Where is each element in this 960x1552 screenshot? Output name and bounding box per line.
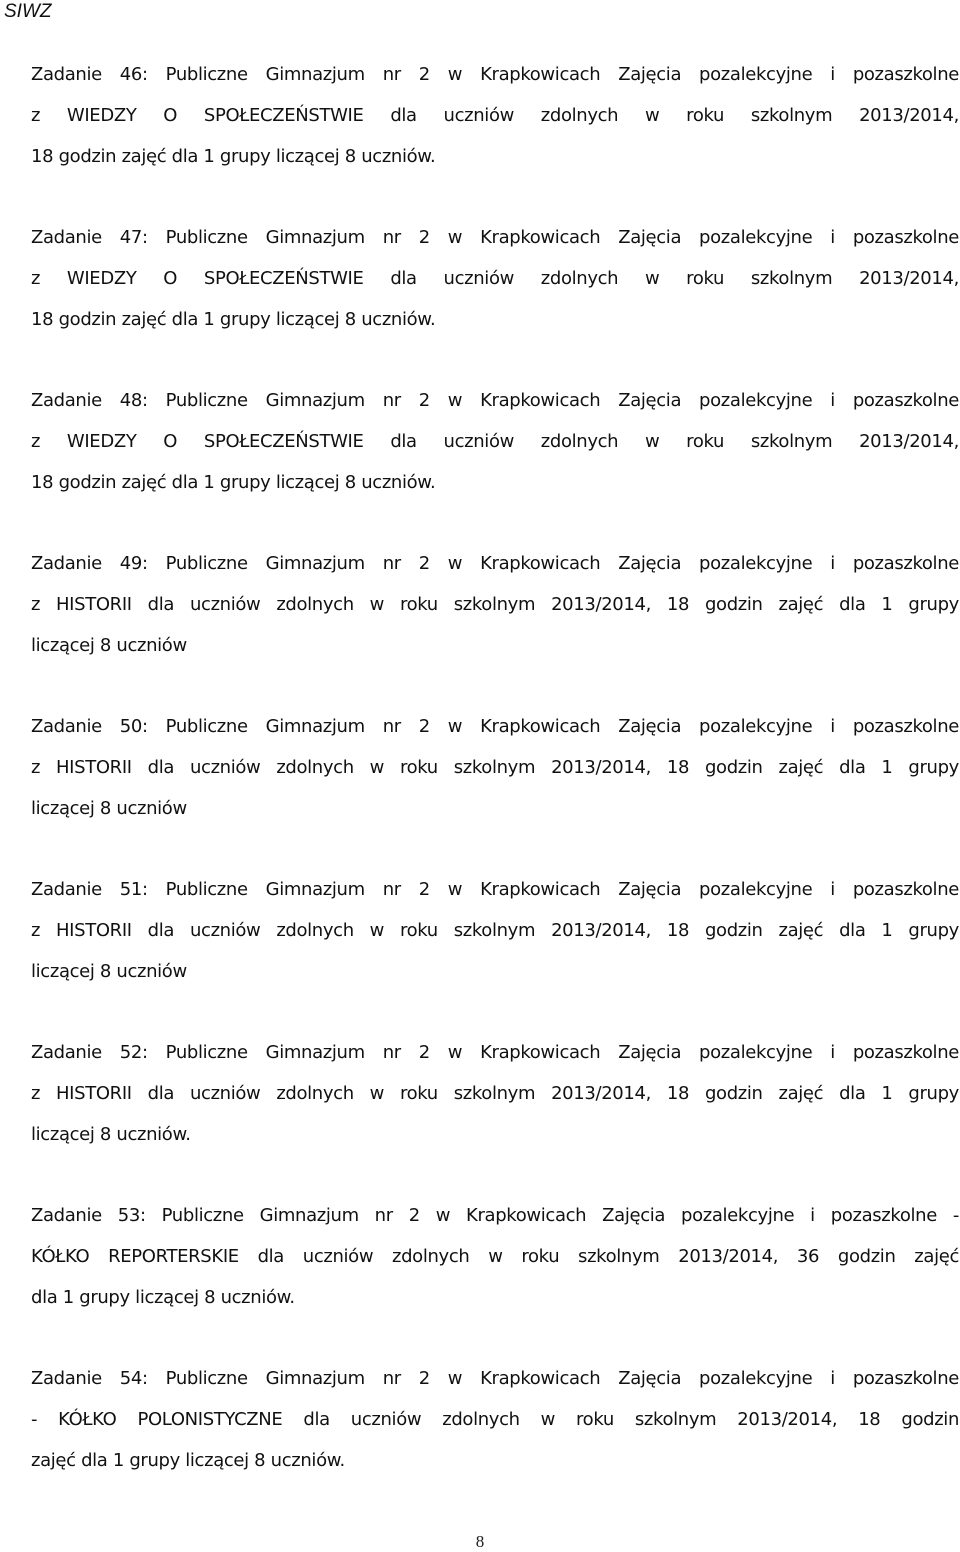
task-paragraph xyxy=(31,380,959,503)
task-line: liczącej 8 uczniów. xyxy=(31,1124,191,1145)
task-line: Zadanie 47: Publiczne Gimnazjum nr 2 w Krapkowicach Zajęcia pozalekcyjne i pozaszkolne xyxy=(31,227,959,248)
task-paragraph xyxy=(31,706,959,829)
task-line: Zadanie 49: Publiczne Gimnazjum nr 2 w Krapkowicach Zajęcia pozalekcyjne i pozaszkolne xyxy=(31,553,959,574)
task-line: z HISTORII dla uczniów zdolnych w roku szkolnym 2013/2014, 18 godzin zajęć dla 1 grupy xyxy=(31,1083,959,1104)
task-line: z WIEDZY O SPOŁECZEŃSTWIE dla uczniów zdolnych w roku szkolnym 2013/2014, xyxy=(31,105,959,126)
task-line: 18 godzin zajęć dla 1 grupy liczącej 8 uczniów. xyxy=(31,146,436,167)
task-paragraph xyxy=(31,869,959,992)
task-line: liczącej 8 uczniów xyxy=(31,798,187,819)
task-line: Zadanie 48: Publiczne Gimnazjum nr 2 w Krapkowicach Zajęcia pozalekcyjne i pozaszkolne xyxy=(31,390,959,411)
task-line: Zadanie 54: Publiczne Gimnazjum nr 2 w Krapkowicach Zajęcia pozalekcyjne i pozaszkolne xyxy=(31,1368,959,1389)
task-paragraph xyxy=(31,1032,959,1155)
task-line: Zadanie 52: Publiczne Gimnazjum nr 2 w Krapkowicach Zajęcia pozalekcyjne i pozaszkolne xyxy=(31,1042,959,1063)
task-line: z HISTORII dla uczniów zdolnych w roku szkolnym 2013/2014, 18 godzin zajęć dla 1 grupy xyxy=(31,594,959,615)
task-line: z HISTORII dla uczniów zdolnych w roku szkolnym 2013/2014, 18 godzin zajęć dla 1 grupy xyxy=(31,757,959,778)
task-line: Zadanie 53: Publiczne Gimnazjum nr 2 w Krapkowicach Zajęcia pozalekcyjne i pozaszkolne - xyxy=(31,1205,959,1226)
task-line: Zadanie 46: Publiczne Gimnazjum nr 2 w Krapkowicach Zajęcia pozalekcyjne i pozaszkolne xyxy=(31,64,959,85)
task-line: zajęć dla 1 grupy liczącej 8 uczniów. xyxy=(31,1450,345,1471)
task-paragraph xyxy=(31,217,959,340)
task-list xyxy=(31,54,959,1521)
task-line: liczącej 8 uczniów xyxy=(31,635,187,656)
task-line: 18 godzin zajęć dla 1 grupy liczącej 8 uczniów. xyxy=(31,309,436,330)
task-line: Zadanie 50: Publiczne Gimnazjum nr 2 w Krapkowicach Zajęcia pozalekcyjne i pozaszkolne xyxy=(31,716,959,737)
page-number: 8 xyxy=(475,1532,485,1551)
task-paragraph xyxy=(31,1195,959,1318)
task-paragraph xyxy=(31,54,959,177)
task-paragraph xyxy=(31,543,959,666)
task-line: 18 godzin zajęć dla 1 grupy liczącej 8 uczniów. xyxy=(31,472,436,493)
task-line: z WIEDZY O SPOŁECZEŃSTWIE dla uczniów zdolnych w roku szkolnym 2013/2014, xyxy=(31,431,959,452)
task-line: KÓŁKO REPORTERSKIE dla uczniów zdolnych w roku szkolnym 2013/2014, 36 godzin zajęć xyxy=(31,1246,959,1267)
document-header: SIWZ xyxy=(4,1,52,22)
task-line: z WIEDZY O SPOŁECZEŃSTWIE dla uczniów zdolnych w roku szkolnym 2013/2014, xyxy=(31,268,959,289)
task-line: z HISTORII dla uczniów zdolnych w roku szkolnym 2013/2014, 18 godzin zajęć dla 1 grupy xyxy=(31,920,959,941)
task-line: liczącej 8 uczniów xyxy=(31,961,187,982)
task-line: dla 1 grupy liczącej 8 uczniów. xyxy=(31,1287,295,1308)
task-paragraph xyxy=(31,1358,959,1481)
task-line: - KÓŁKO POLONISTYCZNE dla uczniów zdolnych w roku szkolnym 2013/2014, 18 godzin xyxy=(31,1409,959,1430)
task-line: Zadanie 51: Publiczne Gimnazjum nr 2 w Krapkowicach Zajęcia pozalekcyjne i pozaszkolne xyxy=(31,879,959,900)
